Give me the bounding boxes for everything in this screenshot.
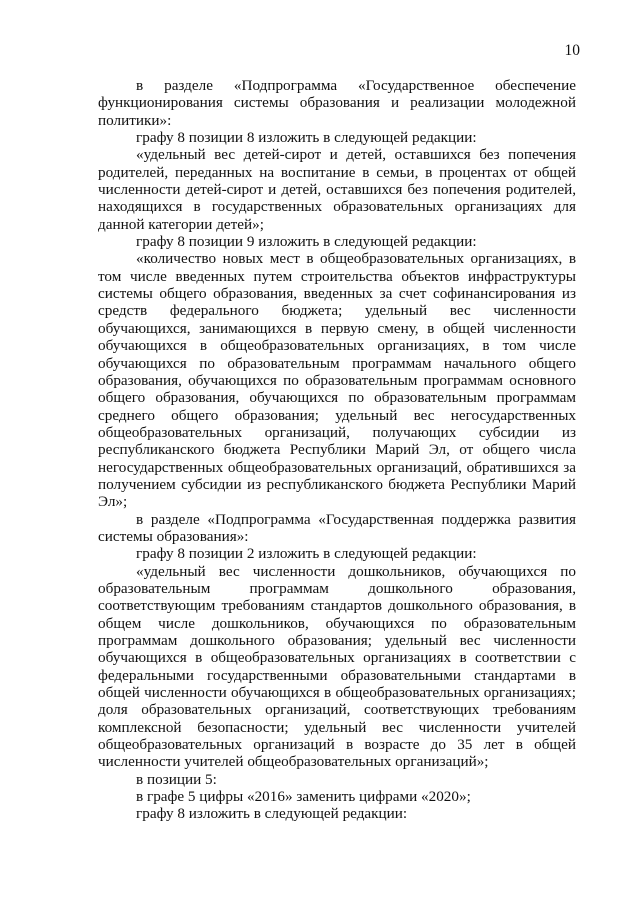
- paragraph: графу 8 изложить в следующей редакции:: [136, 805, 408, 823]
- paragraph: «количество новых мест в общеобразовательных организациях, в том числе введенных путем строительства объектов инфраструктуры системы общего образования, введенных за счет софинансирования из средств федерального бюджета; удельный вес численности обучающихся, занимающихся в первую смену, в общей численности обучающихся в общеобразовательных организациях, в том числе обучающихся по образовательным программам начального общего образования, обучающихся по образовательным программам основного общего образования, обучающихся по образовательным программам среднего общего образования; удельный вес негосударственных общеобразовательных организаций, получающих субсидии из республиканского бюджета Республики Марий Эл, от общего числа негосударственных общеобразовательных организаций, обратившихся за получением субсидии из республиканского бюджета Республики Марий Эл»;: [98, 250, 576, 511]
- paragraph: в разделе «Подпрограмма «Государственная поддержка развития системы образования»:: [98, 510, 576, 545]
- paragraph: в графе 5 цифры «2016» заменить цифрами «2020»;: [136, 788, 471, 806]
- document-body: [98, 77, 576, 823]
- paragraph: графу 8 позиции 9 изложить в следующей редакции:: [136, 233, 477, 251]
- paragraph: «удельный вес численности дошкольников, обучающихся по образовательным программам дошкольного образования, соответствующим требованиям стандартов дошкольного образования, в общем числе дошкольников, обучающихся по образовательным программам дошкольного образования; удельный вес численности обучающихся в общеобразовательных организациях в соответствии с федеральными государственными образовательными стандартами в общей численности обучающихся в общеобразовательных организациях; доля образовательных организаций, соответствующих требованиям комплексной безопасности; удельный вес численности учителей общеобразовательных организаций в возрасте до 35 лет в общей численности учителей общеобразовательных организаций»;: [98, 562, 576, 771]
- page-number: 10: [564, 42, 580, 59]
- paragraph: графу 8 позиции 2 изложить в следующей редакции:: [136, 545, 477, 563]
- paragraph: графу 8 позиции 8 изложить в следующей редакции:: [136, 129, 477, 147]
- paragraph: в позиции 5:: [136, 770, 217, 788]
- paragraph: «удельный вес детей-сирот и детей, оставшихся без попечения родителей, переданных на воспитание в семьи, в процентах от общей численности детей-сирот и детей, оставшихся без попечения родителей, находящихся в государственных образовательных организациях для данной категории детей»;: [98, 146, 576, 233]
- paragraph: в разделе «Подпрограмма «Государственное обеспечение функционирования системы образования и реализации молодежной политики»:: [98, 77, 576, 129]
